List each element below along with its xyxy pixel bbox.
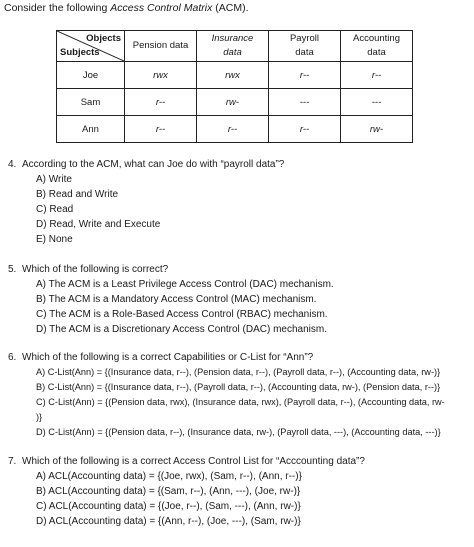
matrix-row-ann xyxy=(57,116,413,143)
question-7 xyxy=(8,454,365,529)
answer-option[interactable]: B) The ACM is a Mandatory Access Control (MAC) mechanism. xyxy=(36,294,317,305)
permission-cell: rwx xyxy=(125,62,197,89)
objects-label: Objects xyxy=(86,33,121,44)
answer-option[interactable]: A) The ACM is a Least Privilege Access Control (DAC) mechanism. xyxy=(36,279,334,290)
answer-option-continuation: )} xyxy=(36,412,43,422)
intro-sentence xyxy=(4,2,249,14)
intro-before: Consider the following xyxy=(4,2,111,14)
answer-option[interactable]: B) Read and Write xyxy=(36,189,119,200)
intro-emphasis: Access Control Matrix xyxy=(110,2,213,14)
permission-cell: r-- xyxy=(269,62,341,89)
answer-option[interactable]: C) C-List(Ann) = {(Pension data, rwx), (Insurance data, rwx), (Payroll data, r--), (Accounting data, rw- xyxy=(36,397,445,407)
header-accounting-data: Accounting data xyxy=(341,31,413,62)
permission-cell: rwx xyxy=(197,62,269,89)
access-control-matrix xyxy=(56,30,413,143)
subject-cell: Sam xyxy=(57,89,125,116)
answer-option[interactable]: A) C-List(Ann) = {(Insurance data, r--), (Pension data, r--), (Payroll data, r--), (Accounting data, rw-)} xyxy=(36,367,441,377)
question-4 xyxy=(8,157,285,247)
answer-option[interactable]: A) ACL(Accounting data) = {(Joe, rwx), (Sam, r--), (Ann, r--)} xyxy=(36,471,302,482)
question-6 xyxy=(8,350,445,440)
matrix-header-row xyxy=(57,31,413,62)
answer-option[interactable]: D) C-List(Ann) = {(Pension data, r--), (Insurance data, rw-), (Payroll data, ---), (Accounting data, ---)} xyxy=(36,427,441,437)
permission-cell: rw- xyxy=(197,89,269,116)
header-pension-data: Pension data xyxy=(125,31,197,62)
question-5 xyxy=(8,262,334,337)
question-stem: 4. According to the ACM, what can Joe do with “payroll data”? xyxy=(8,159,285,170)
subject-cell: Joe xyxy=(57,62,125,89)
header-insurance-data: Insurance data xyxy=(197,31,269,62)
answer-option[interactable]: D) Read, Write and Execute xyxy=(36,219,161,230)
answer-option[interactable]: C) Read xyxy=(36,204,74,215)
matrix-row-joe xyxy=(57,62,413,89)
permission-cell: r-- xyxy=(341,62,413,89)
permission-cell: rw- xyxy=(341,116,413,143)
answer-option[interactable]: B) ACL(Accounting data) = {(Sam, r--), (Ann, ---), (Joe, rw-)} xyxy=(36,486,301,497)
intro-after: (ACM). xyxy=(212,2,249,14)
subjects-label: Subjects xyxy=(60,47,100,58)
matrix-row-sam xyxy=(57,89,413,116)
answer-option[interactable]: E) None xyxy=(36,234,73,245)
answer-option[interactable]: D) The ACM is a Discretionary Access Control (DAC) mechanism. xyxy=(36,324,328,335)
permission-cell: r-- xyxy=(125,89,197,116)
subject-cell: Ann xyxy=(57,116,125,143)
answer-option[interactable]: A) Write xyxy=(36,174,72,185)
answer-option[interactable]: B) C-List(Ann) = {(Insurance data, r--), (Payroll data, r--), (Accounting data, rw-), (Pension data, r--)} xyxy=(36,382,441,392)
permission-cell: r-- xyxy=(269,116,341,143)
answer-option[interactable]: C) The ACM is a Role-Based Access Control (RBAC) mechanism. xyxy=(36,309,328,320)
question-stem: 6. Which of the following is a correct Capabilities or C-List for “Ann”? xyxy=(8,352,314,363)
permission-cell: --- xyxy=(269,89,341,116)
matrix-corner-cell xyxy=(57,31,125,62)
permission-cell: r-- xyxy=(125,116,197,143)
question-stem: 5. Which of the following is correct? xyxy=(8,264,169,275)
permission-cell: r-- xyxy=(197,116,269,143)
permission-cell: --- xyxy=(341,89,413,116)
header-payroll-data: Payroll data xyxy=(269,31,341,62)
answer-option[interactable]: C) ACL(Accounting data) = {(Joe, r--), (Sam, ---), (Ann, rw-)} xyxy=(36,501,301,512)
answer-option[interactable]: D) ACL(Accounting data) = {(Ann, r--), (Joe, ---), (Sam, rw-)} xyxy=(36,516,301,527)
question-stem: 7. Which of the following is a correct Access Control List for “Acccounting data”? xyxy=(8,456,365,467)
